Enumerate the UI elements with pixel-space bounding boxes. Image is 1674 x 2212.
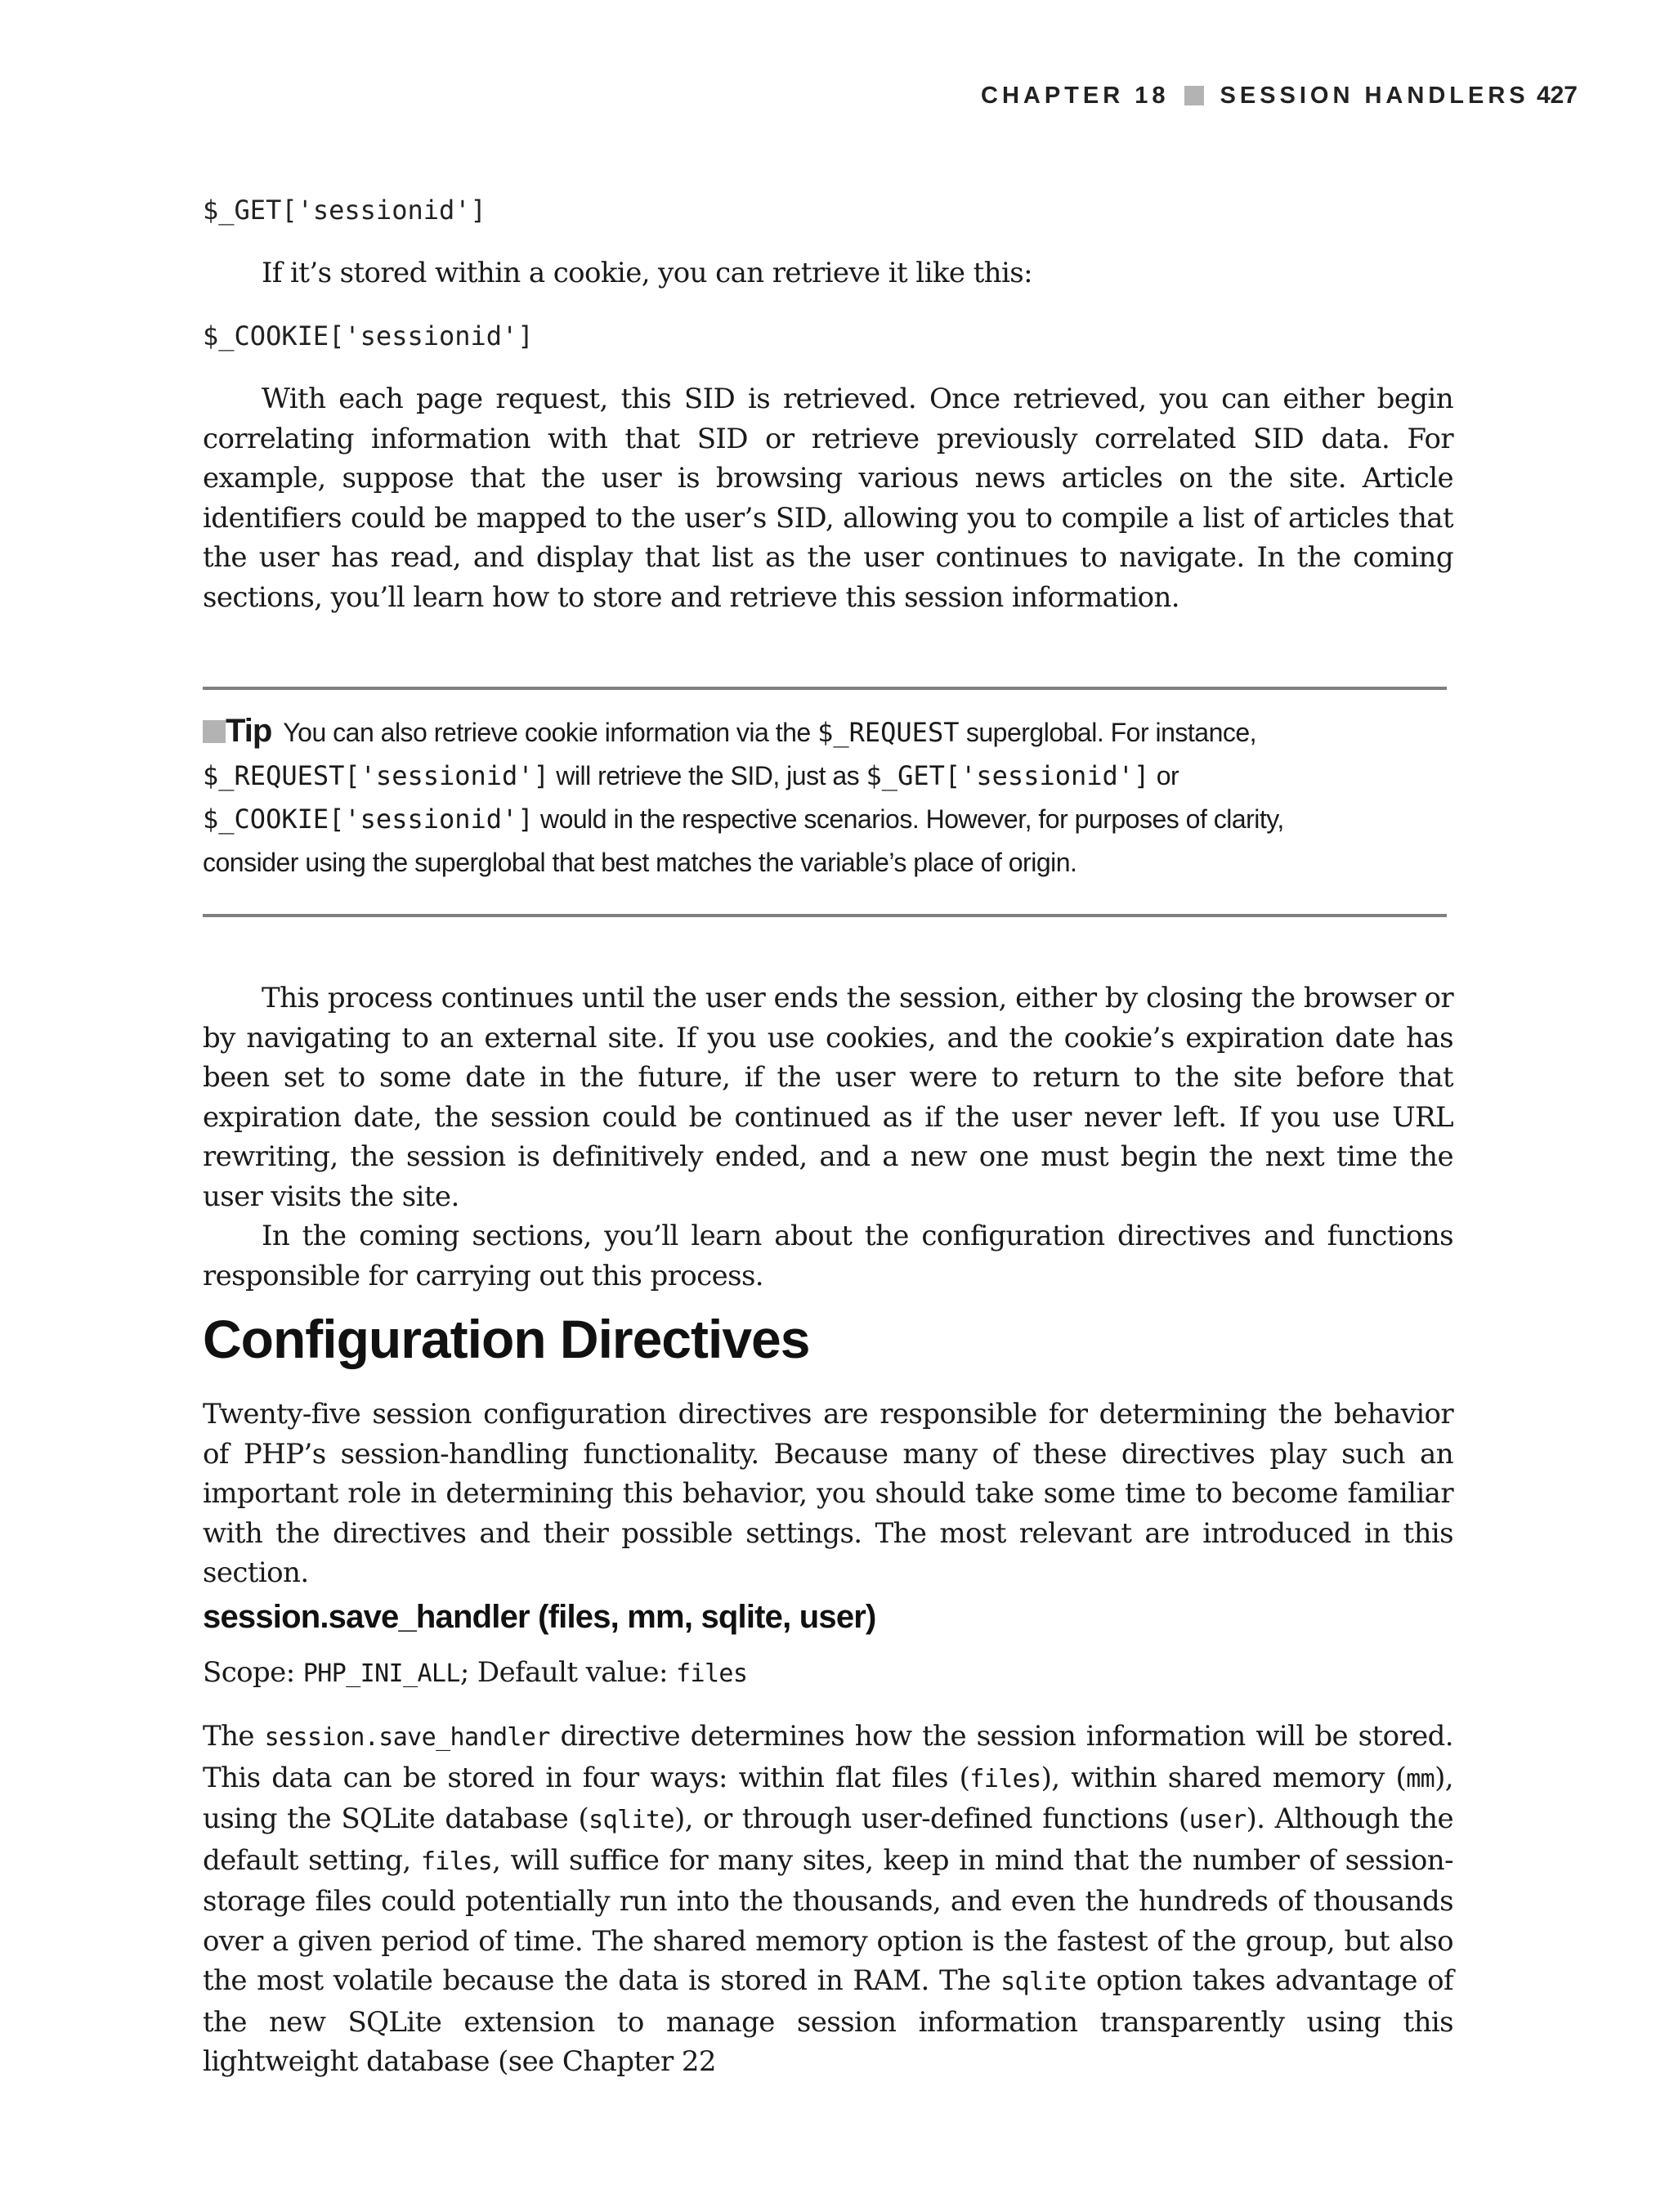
para-process-block [203,978,1453,1296]
para-cookie: If it’s stored within a cookie, you can retrieve it like this: [262,257,1032,289]
scope-line-block [203,1653,1453,1695]
tip-bottom-rule [203,914,1447,917]
section-label: SESSION HANDLERS [1220,82,1529,109]
tip-top-rule [203,687,1447,690]
tip-code-get-sessionid: $_GET['sessionid'] [866,760,1150,791]
tip-text-3: will retrieve the SID, just as [548,761,866,790]
scope-line [203,1653,1453,1695]
tip-label: Tip [226,713,272,749]
scope-code-ini-all: PHP_INI_ALL [302,1659,460,1688]
code-get-block [203,195,1453,226]
save-handler-para [203,1717,1453,2082]
heading-config: Configuration Directives [203,1309,810,1369]
para-process: This process continues until the user ends the session, either by closing the browser or by navigating to an external site. If you use cookies, and the cookie’s expiration date has been set to some date in the future, if the user were to return to the site before that expiration date, the session could be continued as if the user never left. If you use URL rewriting, the session is definitively ended, and a new one must begin the next time the user visits the site. [203,982,1453,1213]
heading-config-block [203,1308,1453,1370]
code-cookie: $_COOKIE['sessionid'] [203,320,534,352]
tip-text-2: superglobal. For instance, [959,718,1257,747]
para-config-block [203,1395,1453,1593]
code-cookie-block [203,320,1453,352]
save-text-3: ), within shared memory ( [1041,1761,1407,1794]
chapter-label: CHAPTER 18 [981,82,1170,109]
para-coming: In the coming sections, you’ll learn about the configuration directives and functions responsible for carrying out this process. [203,1220,1453,1292]
running-head [981,82,1578,110]
para-sid-block [203,379,1453,617]
save-code-3: mm [1406,1764,1435,1793]
tip-square-icon [203,720,226,743]
tip-code-cookie-sessionid: $_COOKIE['sessionid'] [203,804,534,835]
para-cookie-block [203,253,1453,293]
tip-text-6: consider using the superglobal that best matches the variable’s place of origin. [203,848,1077,877]
save-text-8: option takes advantage of the new SQLite extension to manage session information transparently using this lightweight database (see Chapter 22 [203,1964,1453,2078]
square-bullet-icon [1184,86,1204,105]
scope-text-1: Scope: [203,1656,303,1689]
heading-save-handler: session.save_handler (files, mm, sqlite, user) [203,1599,876,1635]
save-text-1: The [203,1720,265,1753]
save-code-1: session.save_handler [264,1723,550,1752]
save-text-5: ), or through user-defined functions ( [674,1802,1189,1835]
tip-text [203,710,1453,884]
save-code-2: files [969,1764,1041,1793]
tip-text-4: or [1149,761,1179,790]
tip-text-5: would in the respective scenarios. However, for purposes of clarity, [533,804,1284,834]
save-code-6: files [420,1847,493,1876]
tip-code-request-sessionid: $_REQUEST['sessionid'] [203,760,549,791]
save-para-block [203,1717,1453,2082]
save-code-7: sqlite [1000,1968,1086,1996]
tip-code-request: $_REQUEST [817,717,960,748]
save-code-5: user [1188,1806,1247,1834]
code-get: $_GET['sessionid'] [203,195,486,226]
scope-code-files: files [676,1659,748,1688]
save-text-7: , will suffice for many sites, keep in mind that the number of session-storage files could potentially run into the thousands, and even the hundreds of thousands over a given period of time. The shared memory option is the fastest of the group, but also the most volatile because the data is stored in RAM. The [203,1843,1453,1997]
heading-save-handler-block [203,1599,1453,1636]
save-text-4: ), using the SQLite database ( [203,1761,1453,1835]
para-config: Twenty-five session configuration directives are responsible for determining the behavior of PHP’s session-handling functionality. Because many of these directives play such an important role in determining this behavior, you should take some time to become familiar with the directives and their possible settings. The most relevant are introduced in this section. [203,1398,1453,1589]
save-text-2: directive determines how the session information will be stored. This data can be stored in four ways: within flat files ( [203,1720,1454,1794]
tip-box [203,710,1453,884]
save-text-6: ). Although the default setting, [203,1802,1453,1877]
scope-text-2: ; Default value: [459,1656,677,1689]
tip-text-1: You can also retrieve cookie information via the [283,718,818,747]
save-code-4: sqlite [589,1806,674,1834]
para-sid: With each page request, this SID is retrieved. Once retrieved, you can either begin correlating information with that SID or retrieve previously correlated SID data. For example, suppose that the user is browsing various news articles on the site. Article identifiers could be mapped to the user’s SID, allowing you to compile a list of articles that the user has read, and display that list as the user continues to navigate. In the coming sections, you’ll learn how to store and retrieve this session information. [203,383,1453,614]
page-number: 427 [1536,82,1578,109]
